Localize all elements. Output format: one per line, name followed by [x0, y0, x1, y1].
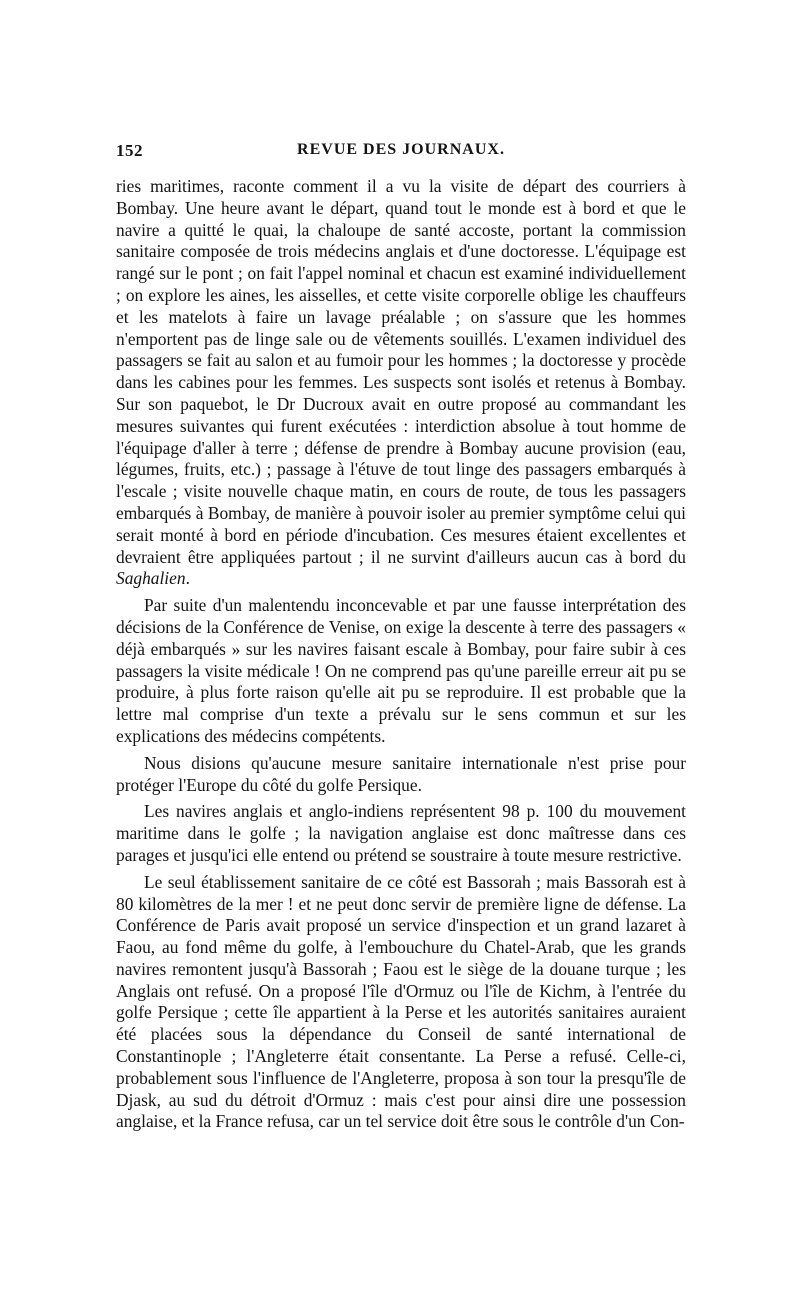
paragraph-5: Le seul établissement sanitaire de ce côté est Bassorah ; mais Bassorah est à 80 kilomètres de la mer ! et ne peut donc servir de première ligne de défense. La Conférence de Paris avait proposé un service d'inspection et un grand lazaret à Faou, au fond même du golfe, à l'embouchure du Chatel-Arab, que les grands navires remontent jusqu'à Bassorah ; Faou est le siège de la douane turque ; les Anglais ont refusé. On a proposé l'île d'Ormuz ou l'île de Kichm, à l'entrée du golfe Persique ; cette île appartient à la Perse et les autorités sanitaires auraient été placées sous la dépendance du Conseil de santé international de Constantinople ; l'Angleterre était consentante. La Perse a refusé. Celle-ci, probablement sous l'influence de l'Angleterre, proposa à son tour la presqu'île de Djask, au sud du détroit d'Ormuz : mais c'est pour ainsi dire une possession anglaise, et la France refusa, car un tel service doit être sous le contrôle d'un Con-	[116, 871, 686, 1132]
page-header	[116, 141, 686, 165]
paragraph-3: Nous disions qu'aucune mesure sanitaire internationale n'est prise pour protéger l'Europe du côté du golfe Persique.	[116, 752, 686, 795]
paragraph-2: Par suite d'un malentendu inconcevable et par une fausse interprétation des décisions de la Conférence de Venise, on exige la descente à terre des passagers « déjà embarqués » sur les navires faisant escale à Bombay, pour faire subir à ces passagers la visite médicale ! On ne comprend pas qu'une pareille erreur ait pu se produire, à plus forte raison qu'elle ait pu se reproduire. Il est probable que la lettre mal comprise d'un texte a prévalu sur le sens commun et sur les explications des médecins compétents.	[116, 595, 686, 746]
ship-name: Saghalien	[116, 568, 186, 589]
page-number: 152	[116, 141, 143, 160]
paragraph-1-text: ries maritimes, raconte comment il a vu la visite de départ des courriers à Bombay. Une heure avant le départ, quand tout le monde est à bord et que le navire a quitté le quai, la chaloupe de santé accoste, portant la commission sanitaire composée de trois médecins anglais et d'une doctoresse. L'équipage est rangé sur le pont ; on fait l'appel nominal et chacun est examiné individuellement ; on explore les aines, les aisselles, et cette visite corporelle oblige les chauffeurs et les matelots à faire un lavage préalable ; on s'assure que les hommes n'emportent pas de linge sale ou de vêtements souillés. L'examen individuel des passagers se fait au salon et au fumoir pour les hommes ; la doctoresse y procède dans les cabines pour les femmes. Les suspects sont isolés et retenus à Bombay. Sur son paquebot, le Dr Ducroux avait en outre proposé au commandant les mesures suivantes qui furent exécutées : interdiction absolue à tout homme de l'équipage d'aller à terre ; défense de prendre à Bombay aucune provision (eau, légumes, fruits, etc.) ; passage à l'étuve de tout linge des passagers embarqués à l'escale ; visite nouvelle chaque matin, en cours de route, de tous les passagers embarqués à Bombay, de manière à pouvoir isoler au premier symptôme celui qui serait monté à bord en période d'incubation. Ces mesures étaient excellentes et devraient être appliquées partout ; il ne survint d'ailleurs aucun cas à bord du	[116, 176, 686, 567]
paragraph-1-end: .	[185, 568, 190, 589]
paragraph-4: Les navires anglais et anglo-indiens représentent 98 p. 100 du mouvement maritime dans le golfe ; la navigation anglaise est donc maîtresse dans ces parages et jusqu'ici elle entend ou prétend se soustraire à toute mesure restrictive.	[116, 801, 686, 865]
page-body	[116, 176, 686, 1138]
running-title: REVUE DES JOURNAUX.	[297, 141, 505, 158]
paragraph-1	[116, 176, 686, 590]
